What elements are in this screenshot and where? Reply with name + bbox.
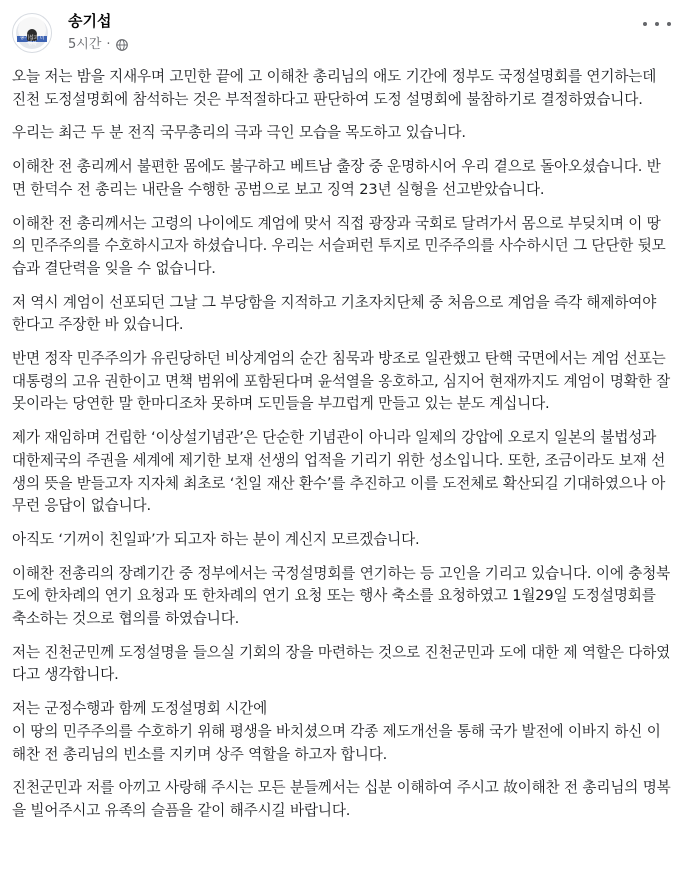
post-paragraph: 저 역시 계엄이 선포되던 그날 그 부당함을 지적하고 기초자치단체 중 처음으로 계엄을 즉각 해제하여야 한다고 주장한 바 있습니다.	[12, 293, 657, 334]
post-paragraph: 이해찬 전총리의 장례기간 중 정부에서는 국정설명회를 연기하는 등 고인을 기리고 있습니다. 이에 충청북도에 한차례의 연기 요청과 또 한차례의 연기 요청 또는 행사 축소를 요청하였고 1월29일 도정설명회를 축소하는 것으로 협의를 하였습니다.	[12, 564, 671, 628]
avatar[interactable]	[12, 13, 52, 53]
post-meta	[68, 37, 128, 53]
post-header	[0, 0, 687, 66]
more-horizontal-icon[interactable]	[643, 14, 671, 34]
post-paragraph: 이해찬 전 총리께서 불편한 몸에도 불구하고 베트남 출장 중 운명하시어 우리 곁으로 돌아오셨습니다. 반면 한덕수 전 총리는 내란을 수행한 공범으로 보고 징역 23년 실형을 선고받았습니다.	[12, 158, 661, 198]
post-paragraph: 저는 군정수행과 함께 도정설명회 시간에 이 땅의 민주주의를 수호하기 위해 평생을 바치셨으며 각종 제도개선을 통해 국가 발전에 이바지 하신 이해찬 전 총리님의 빈소를 지키며 상주 역할을 하고자 합니다.	[12, 700, 661, 763]
post-paragraph: 오늘 저는 밤을 지새우며 고민한 끝에 고 이해찬 총리님의 애도 기간에 정부도 국정설명회를 연기하는데 진천 도정설명회에 참석하는 것은 부적절하다고 판단하여 도정 설명회에 불참하기로 결정하였습니다.	[12, 68, 657, 108]
post-paragraph: 반면 정작 민주주의가 유린당하던 비상계엄의 순간 침묵과 방조로 일관했고 탄핵 국면에서는 계엄 선포는 대통령의 고유 권한이고 면책 범위에 포함된다며 윤석열을 옹호하고, 심지어 현재까지도 계엄이 명확한 잘못이라는 당연한 말 한마디조차 못하며 도민들을 부끄럽게 만들고 있는 분도 계십니다.	[12, 350, 671, 413]
post-paragraph: 우리는 최근 두 분 전직 국무총리의 극과 극인 모습을 목도하고 있습니다.	[12, 124, 466, 142]
post-paragraph: 제가 재임하며 건립한 ‘이상설기념관’은 단순한 기념관이 아니라 일제의 강압에 오로지 일본의 불법성과 대한제국의 주권을 세계에 제기한 보재 선생의 업적을 기리기 위한 성소입니다. 또한, 조금이라도 보재 선생의 뜻을 받들고자 지자체 최초로 ‘친일 재산 환수’를 추진하고 이를 도전체로 확산되길 기대하였으나 아무런 응답이 없습니다.	[12, 429, 666, 515]
more-dot	[655, 22, 659, 26]
avatar-text: 송기섭과 더 행복	[19, 35, 45, 47]
globe-icon[interactable]	[116, 39, 128, 51]
post-paragraph: 이해찬 전 총리께서는 고령의 나이에도 계엄에 맞서 직접 광장과 국회로 달려가서 몸으로 부딪치며 이 땅의 민주주의를 수호하시고자 하셨습니다. 우리는 서슬퍼런 투지로 민주주의를 사수하시던 그 단단한 뒷모습과 결단력을 잊을 수 없습니다.	[12, 214, 666, 277]
more-dot	[643, 22, 647, 26]
post-time[interactable]: 5시간	[68, 37, 102, 52]
more-dot	[667, 22, 671, 26]
post-paragraph: 아직도 ‘기꺼이 친일파’가 되고자 하는 분이 계신지 모르겠습니다.	[12, 530, 420, 548]
post-paragraph: 진천군민과 저를 아끼고 사랑해 주시는 모든 분들께서는 십분 이해하여 주시고 故이해찬 전 총리님의 명복을 빌어주시고 유족의 슬픔을 같이 해주시길 바랍니다.	[12, 779, 671, 819]
post-body	[12, 66, 674, 834]
author-name[interactable]: 송기섭	[68, 12, 112, 30]
meta-separator: ·	[106, 37, 111, 52]
post-paragraph: 저는 진천군민께 도정설명을 들으실 기회의 장을 마련하는 것으로 진천군민과 도에 대한 제 역할은 다하였다고 생각합니다.	[12, 643, 671, 684]
